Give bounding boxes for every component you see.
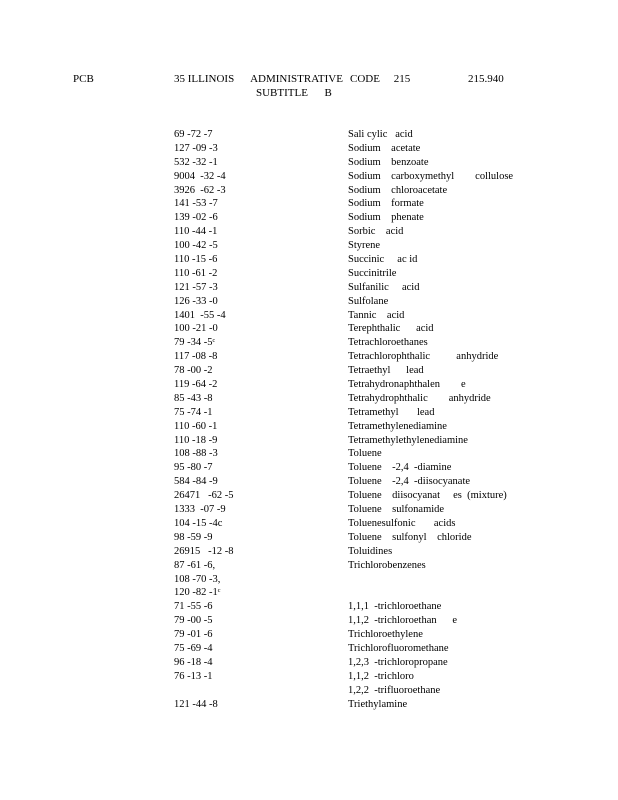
table-row — [0, 614, 618, 628]
cas-number: 104 -15 -4c — [174, 517, 223, 529]
cas-number: 79 -01 -6 — [174, 629, 213, 641]
table-row — [0, 628, 618, 642]
chemical-name: Toluene -2,4 -diisocyanate — [348, 476, 471, 488]
table-row — [0, 600, 618, 614]
chemical-table — [0, 128, 618, 711]
cas-number: 9004 -32 -4 — [174, 170, 226, 182]
chemical-name: Toluene -2,4 -diamine — [348, 462, 452, 474]
cas-number: 76 -13 -1 — [174, 670, 213, 682]
chemical-name: Tannic acid — [348, 309, 405, 321]
table-row — [0, 545, 618, 559]
table-row — [0, 225, 618, 239]
chemical-name: Tetramethylethylenediamine — [348, 434, 468, 446]
chemical-name: Toluidines — [348, 545, 393, 557]
chemical-name: Sali cylic acid — [348, 129, 413, 140]
table-row — [0, 420, 618, 434]
cas-number: 26471 -62 -5 — [174, 490, 234, 502]
table-row — [0, 309, 618, 323]
cas-number: 100 -42 -5 — [174, 240, 218, 252]
chemical-name: Sorbic acid — [348, 226, 404, 238]
table-row — [0, 197, 618, 211]
chemical-name: 1,1,2 -trichloroethan e — [348, 615, 458, 627]
table-row — [0, 378, 618, 392]
table-row — [0, 142, 618, 156]
cas-number: 141 -53 -7 — [174, 198, 218, 210]
table-row — [0, 156, 618, 170]
chemical-name: Styrene — [348, 240, 381, 252]
chemical-name: Toluene sulfonyl chloride — [348, 531, 472, 543]
cas-number: 117 -08 -8 — [174, 351, 218, 363]
cas-number: 100 -21 -0 — [174, 323, 218, 335]
chemical-name: Sodium acetate — [348, 142, 421, 154]
cas-number: 85 -43 -8 — [174, 392, 213, 404]
cas-number: 108 -88 -3 — [174, 448, 218, 460]
cas-number: 121 -57 -3 — [174, 281, 218, 293]
chemical-name: Trichlorobenzenes — [348, 559, 426, 571]
chemical-name: Sodium benzoate — [348, 156, 429, 168]
cas-number: 110 -44 -1 — [174, 226, 218, 238]
cas-number: 75 -74 -1 — [174, 406, 213, 418]
chemical-name: 1,1,1 -trichloroethane — [348, 601, 442, 613]
table-row — [0, 211, 618, 225]
table-row — [0, 267, 618, 281]
cas-number: 95 -80 -7 — [174, 462, 213, 474]
cas-number: 110 -61 -2 — [174, 267, 218, 279]
chemical-name: Tetraethyl lead — [348, 365, 424, 377]
cas-number: 532 -32 -1 — [174, 156, 218, 168]
chemical-name: Toluene sulfonamide — [348, 504, 445, 516]
cas-number: 584 -84 -9 — [174, 476, 218, 488]
cas-number: 110 -60 -1 — [174, 420, 218, 432]
cas-number: 110 -18 -9 — [174, 434, 218, 446]
table-row — [0, 698, 618, 712]
cas-number: 71 -55 -6 — [174, 601, 213, 613]
cas-number: 126 -33 -0 — [174, 295, 218, 307]
table-row — [0, 573, 618, 587]
chemical-name: Succinitrile — [348, 267, 397, 279]
cas-number: 108 -70 -3, — [174, 573, 221, 585]
table-row — [0, 406, 618, 420]
table-row — [0, 670, 618, 684]
cas-number: 127 -09 -3 — [174, 142, 218, 154]
chemical-name: 1,2,3 -trichloropropane — [348, 656, 448, 668]
chemical-name: Trichlorofluoromethane — [348, 642, 449, 654]
chemical-name: Sulfanilic acid — [348, 281, 420, 293]
header-section-number: 215.940 — [468, 73, 504, 85]
cas-number: 96 -18 -4 — [174, 656, 213, 668]
chemical-name: Toluene diisocyanat es (mixture) — [348, 490, 507, 502]
chemical-name: Sulfolane — [348, 295, 389, 307]
chemical-name: Tetramethylenediamine — [348, 420, 447, 432]
table-row — [0, 350, 618, 364]
cas-number: 79 -34 -5ᶜ — [174, 337, 216, 349]
chemical-name: Tetrachlorophthalic anhydride — [348, 351, 499, 363]
cas-number: 1333 -07 -9 — [174, 504, 226, 516]
chemical-name: Sodium chloroacetate — [348, 184, 448, 196]
table-row — [0, 295, 618, 309]
table-row — [0, 239, 618, 253]
chemical-name: 1,2,2 -trifluoroethane — [348, 684, 441, 696]
header-subtitle: SUBTITLE B — [256, 87, 332, 99]
chemical-name: Toluenesulfonic acids — [348, 517, 456, 529]
table-row — [0, 434, 618, 448]
chemical-name: Toluene — [348, 448, 382, 460]
chemical-name: Tetramethyl lead — [348, 406, 435, 418]
table-row — [0, 128, 618, 142]
chemical-name: Tetrahydronaphthalen e — [348, 379, 466, 391]
table-row — [0, 336, 618, 350]
header-title: 35 ILLINOIS ADMINISTRATIVE — [174, 73, 343, 85]
chemical-name: Sodium phenate — [348, 212, 424, 224]
cas-number: 1401 -55 -4 — [174, 309, 226, 321]
cas-number: 26915 -12 -8 — [174, 545, 234, 557]
table-row — [0, 475, 618, 489]
table-row — [0, 461, 618, 475]
chemical-name: Succinic ac id — [348, 254, 418, 266]
chemical-name: Sodium formate — [348, 198, 424, 210]
cas-number: 119 -64 -2 — [174, 379, 218, 391]
cas-number: 78 -00 -2 — [174, 365, 213, 377]
table-row — [0, 364, 618, 378]
chemical-name: Triethylamine — [348, 698, 408, 710]
chemical-name: Tetrachloroethanes — [348, 337, 428, 349]
table-row — [0, 684, 618, 698]
table-row — [0, 489, 618, 503]
cas-number: 121 -44 -8 — [174, 698, 218, 710]
cas-number: 69 -72 -7 — [174, 129, 213, 140]
table-row — [0, 184, 618, 198]
cas-number: 87 -61 -6, — [174, 559, 216, 571]
cas-number: 3926 -62 -3 — [174, 184, 226, 196]
table-row — [0, 517, 618, 531]
header-code: CODE 215 — [350, 73, 411, 85]
table-row — [0, 642, 618, 656]
chemical-name: Terephthalic acid — [348, 323, 434, 335]
table-row — [0, 322, 618, 336]
chemical-name: 1,1,2 -trichloro — [348, 670, 414, 682]
header-agency: PCB — [73, 73, 94, 85]
table-row — [0, 170, 618, 184]
cas-number: 79 -00 -5 — [174, 615, 213, 627]
table-row — [0, 281, 618, 295]
table-row — [0, 559, 618, 573]
chemical-name: Tetrahydrophthalic anhydride — [348, 392, 491, 404]
cas-number: 75 -69 -4 — [174, 642, 213, 654]
table-row — [0, 503, 618, 517]
table-row — [0, 392, 618, 406]
table-row — [0, 656, 618, 670]
chemical-name: Trichloroethylene — [348, 629, 423, 641]
cas-number: 110 -15 -6 — [174, 254, 218, 266]
cas-number: 98 -59 -9 — [174, 531, 213, 543]
table-row — [0, 253, 618, 267]
table-row — [0, 447, 618, 461]
table-row — [0, 586, 618, 600]
chemical-name: Sodium carboxymethyl collulose — [348, 170, 514, 182]
table-row — [0, 531, 618, 545]
cas-number: 120 -82 -1ᶜ — [174, 587, 221, 599]
cas-number: 139 -02 -6 — [174, 212, 218, 224]
